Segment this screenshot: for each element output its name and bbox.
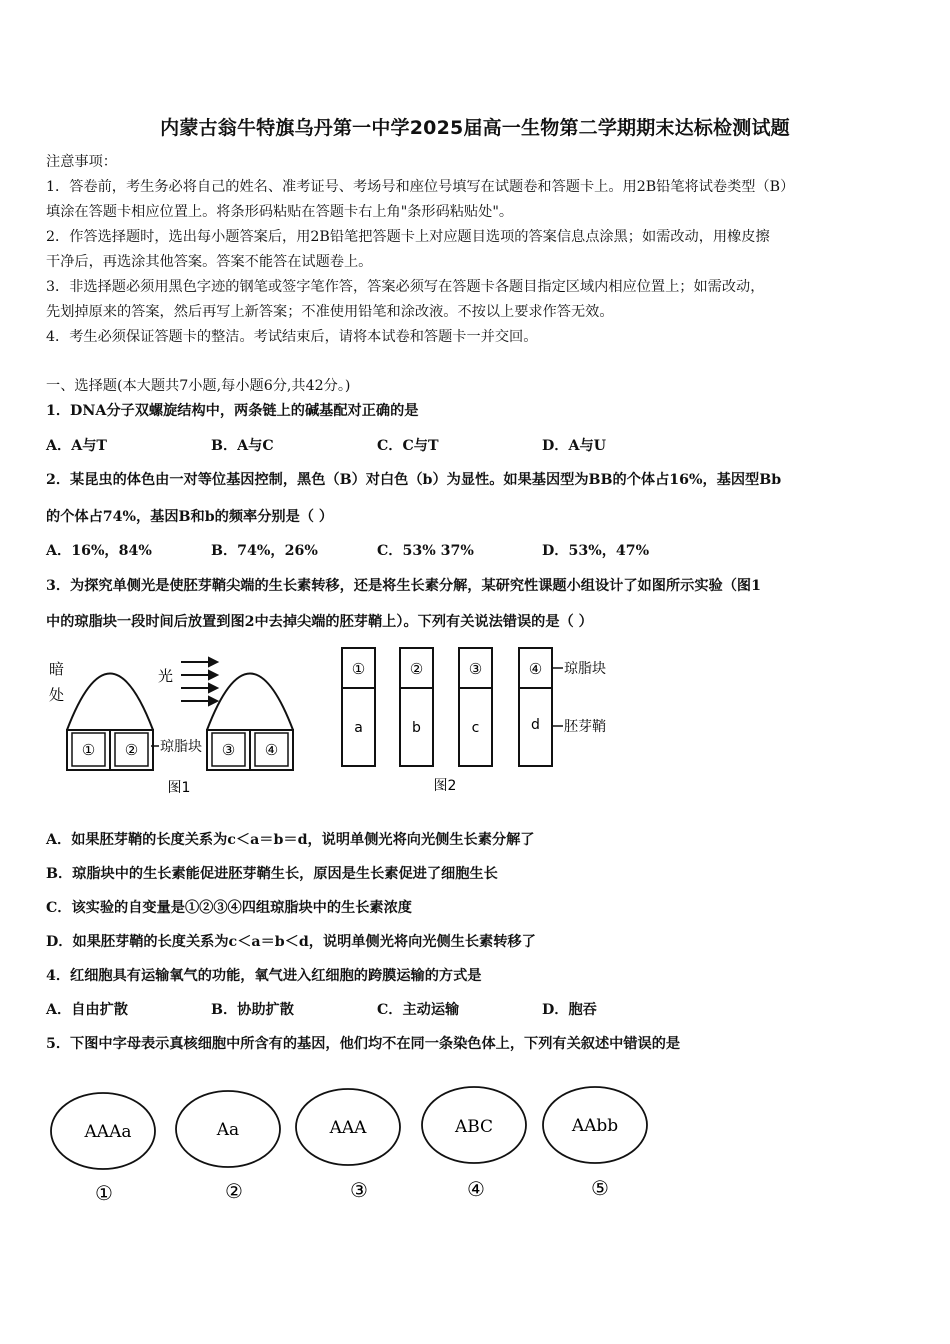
q4-option-a: A．自由扩散 bbox=[46, 1002, 128, 1018]
q4-stem: 4．红细胞具有运输氧气的功能，氧气进入红细胞的跨膜运输的方式是 bbox=[46, 968, 482, 984]
q2-stem-2: 的个体占74%，基因B和b的频率分别是（ ） bbox=[46, 509, 334, 525]
light-label: 光 bbox=[158, 667, 174, 685]
agar-label-fig2: 琼脂块 bbox=[564, 661, 606, 677]
agar-label-fig1: 琼脂块 bbox=[160, 739, 202, 755]
q3-stem-1: 3．为探究单侧光是使胚芽鞘尖端的生长素转移，还是将生长素分解，某研究性课题小组设计了如图所示实验（图1 bbox=[46, 578, 761, 594]
q1-option-b: B．A与C bbox=[211, 438, 274, 454]
q3-option-d: D．如果胚芽鞘的长度关系为c＜a＝b＜d，说明单侧光将向光侧生长素转移了 bbox=[46, 934, 536, 950]
coleoptile-label: 胚芽鞘 bbox=[564, 719, 606, 735]
coleoptile-a: a bbox=[354, 720, 363, 736]
cell-3-genes: AAA bbox=[329, 1118, 367, 1138]
coleoptile-d: d bbox=[531, 717, 540, 733]
notice-heading: 注意事项： bbox=[46, 154, 117, 170]
q2-option-a: A．16%，84% bbox=[46, 543, 152, 559]
fig2-block-1: ① bbox=[351, 660, 366, 678]
cell-1-number: ① bbox=[95, 1181, 113, 1205]
q4-option-d: D．胞吞 bbox=[542, 1002, 597, 1018]
agar-block-3-label: ③ bbox=[221, 741, 236, 759]
agar-block-4-label: ④ bbox=[264, 741, 279, 759]
notice-line-3: 2．作答选择题时，选出每小题答案后，用2B铅笔把答题卡上对应题目选项的答案信息点涂黑；如需改动，用橡皮擦 bbox=[46, 229, 770, 245]
dark-label-2: 处 bbox=[49, 686, 65, 704]
agar-block-1-label: ① bbox=[81, 741, 96, 759]
figure-1-caption: 图1 bbox=[167, 780, 191, 796]
notice-line-1: 1．答卷前，考生务必将自己的姓名、准考证号、考场号和座位号填写在试题卷和答题卡上。用2B铅笔将试卷类型（B） bbox=[46, 179, 795, 195]
q2-option-d: D．53%，47% bbox=[542, 543, 650, 559]
q2-stem-1: 2．某昆虫的体色由一对等位基因控制，黑色（B）对白色（b）为显性。如果基因型为BB的个体占16%，基因型Bb bbox=[46, 472, 782, 488]
coleoptile-c: c bbox=[471, 720, 480, 736]
fig2-block-2: ② bbox=[409, 660, 424, 678]
notice-line-4: 干净后，再选涂其他答案。答案不能答在试题卷上。 bbox=[46, 254, 373, 270]
cell-1-genes: AAAa bbox=[84, 1122, 132, 1142]
q3-option-b: B．琼脂块中的生长素能促进胚芽鞘生长，原因是生长素促进了细胞生长 bbox=[46, 866, 498, 882]
cell-4-number: ④ bbox=[467, 1177, 485, 1201]
exam-title: 内蒙古翁牛特旗乌丹第一中学2025届高一生物第二学期期末达标检测试题 bbox=[160, 117, 790, 139]
q1-stem: 1．DNA分子双螺旋结构中，两条链上的碱基配对正确的是 bbox=[46, 403, 419, 419]
q3-option-a: A．如果胚芽鞘的长度关系为c＜a＝b＝d，说明单侧光将向光侧生长素分解了 bbox=[46, 832, 535, 848]
q1-option-c: C．C与T bbox=[377, 438, 439, 454]
figure-2-caption: 图2 bbox=[433, 778, 457, 794]
q1-option-d: D．A与U bbox=[542, 438, 607, 454]
coleoptile-b: b bbox=[412, 720, 421, 736]
coleoptile-experiment-figure bbox=[45, 642, 620, 798]
notice-line-7: 4．考生必须保证答题卡的整洁。考试结束后，请将本试卷和答题卡一并交回。 bbox=[46, 329, 538, 345]
section-heading: 一、选择题(本大题共7小题,每小题6分,共42分。) bbox=[46, 378, 351, 394]
notice-line-6: 先划掉原来的答案，然后再写上新答案；不准使用铅笔和涂改液。不按以上要求作答无效。 bbox=[46, 304, 614, 320]
notice-line-2: 填涂在答题卡相应位置上。将条形码粘贴在答题卡右上角"条形码粘贴处"。 bbox=[46, 204, 514, 220]
agar-block-2-label: ② bbox=[124, 741, 139, 759]
cell-2-number: ② bbox=[225, 1179, 243, 1203]
q4-option-c: C．主动运输 bbox=[377, 1002, 460, 1018]
q5-stem: 5．下图中字母表示真核细胞中所含有的基因，他们均不在同一条染色体上，下列有关叙述中错误的是 bbox=[46, 1036, 681, 1052]
q3-stem-2: 中的琼脂块一段时间后放置到图2中去掉尖端的胚芽鞘上）。下列有关说法错误的是（ ） bbox=[46, 614, 593, 630]
gene-cells-figure bbox=[46, 1085, 656, 1210]
notice-line-5: 3．非选择题必须用黑色字迹的钢笔或签字笔作答，答案必须写在答题卡各题目指定区域内相应位置上；如需改动， bbox=[46, 279, 765, 295]
q1-option-a: A．A与T bbox=[46, 438, 107, 454]
cell-5-genes: AAbb bbox=[571, 1116, 619, 1136]
q3-option-c: C．该实验的自变量是①②③④四组琼脂块中的生长素浓度 bbox=[46, 900, 412, 916]
dark-label-1: 暗 bbox=[49, 660, 65, 678]
fig2-block-4: ④ bbox=[528, 660, 543, 678]
q4-option-b: B．协助扩散 bbox=[211, 1002, 294, 1018]
cell-3-number: ③ bbox=[350, 1178, 368, 1202]
fig2-block-3: ③ bbox=[468, 660, 483, 678]
q2-option-c: C．53% 37% bbox=[377, 543, 474, 559]
cell-2-genes: Aa bbox=[216, 1120, 240, 1140]
q2-option-b: B．74%，26% bbox=[211, 543, 318, 559]
cell-4-genes: ABC bbox=[454, 1117, 494, 1137]
cell-5-number: ⑤ bbox=[591, 1176, 609, 1200]
